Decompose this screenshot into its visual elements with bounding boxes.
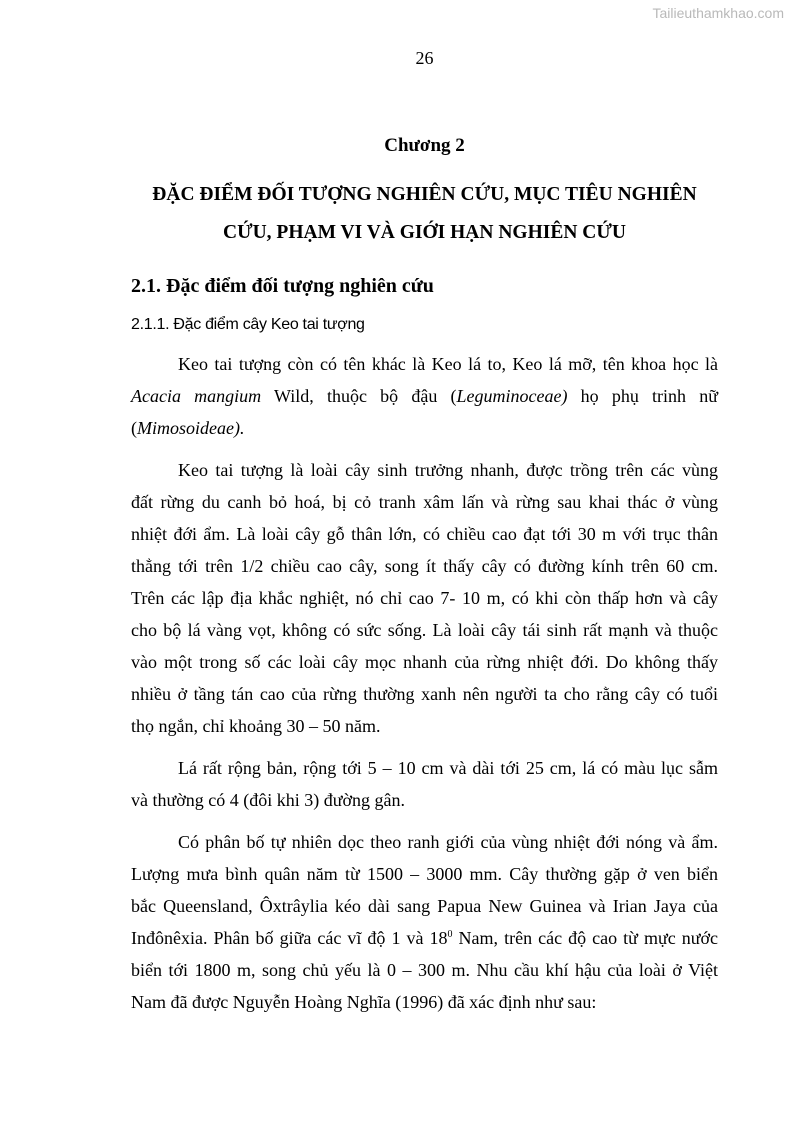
- text: Inđônêxia. Phân bố giữa các vĩ độ 1 và 18: [131, 928, 448, 948]
- text-line: [131, 582, 718, 614]
- text: đất rừng du canh bỏ hoá, bị cỏ tranh xâm lấn và rừng sau khai thác ở vùng: [131, 492, 718, 512]
- text: Lá rất rộng bản, rộng tới 5 – 10 cm và dài tới 25 cm, lá có màu lục sẫm: [178, 758, 718, 778]
- text: nhiệt đới ẩm. Là loài cây gỗ thân lớn, có chiều cao đạt tới 30 m với trục thân: [131, 524, 718, 544]
- text: Có phân bố tự nhiên dọc theo ranh giới của vùng nhiệt đới nóng và ẩm.: [178, 832, 718, 852]
- text-line: [131, 922, 718, 954]
- text-line: [131, 454, 718, 486]
- text-line: [131, 986, 718, 1018]
- subsection-heading: 2.1.1. Đặc điểm cây Keo tai tượng: [131, 316, 365, 333]
- text: họ phụ trinh nữ: [567, 386, 718, 406]
- text: (: [131, 418, 137, 438]
- text: Nam, trên các độ cao từ mực nước: [452, 928, 718, 948]
- text-line: [131, 348, 718, 380]
- chapter-title-line: CỨU, PHẠM VI VÀ GIỚI HẠN NGHIÊN CỨU: [222, 222, 626, 243]
- text-line: [131, 646, 718, 678]
- italic-text: Acacia mangium: [131, 386, 262, 406]
- text-line: [131, 858, 718, 890]
- superscript: 0: [447, 929, 453, 940]
- text: thọ ngắn, chỉ khoảng 30 – 50 năm.: [131, 716, 381, 736]
- text: Wild, thuộc bộ đậu (: [261, 386, 457, 406]
- paragraph: [131, 454, 718, 742]
- text: cho bộ lá vàng vọt, không có sức sống. Là loài cây tái sinh rất mạnh và thuộc: [131, 620, 718, 640]
- text: bắc Queensland, Ôxtrâylia kéo dài sang Papua New Guinea và Irian Jaya của: [131, 896, 718, 916]
- paragraph: [131, 752, 718, 816]
- text: biển tới 1800 m, song chủ yếu là 0 – 300 m. Nhu cầu khí hậu của loài ở Việt: [131, 960, 718, 980]
- chapter-title-line: ĐẶC ĐIỂM ĐỐI TƯỢNG NGHIÊN CỨU, MỤC TIÊU NGHIÊN: [152, 184, 697, 205]
- text-line: [131, 752, 718, 784]
- italic-text: Leguminoceae): [456, 386, 568, 406]
- chapter-heading: Chương 2: [384, 135, 465, 156]
- watermark: Tailieuthamkhao.com: [652, 5, 784, 21]
- text-line: [131, 784, 718, 816]
- paragraph: [131, 826, 718, 1018]
- text-line: [131, 954, 718, 986]
- text-line: [131, 486, 718, 518]
- text-line: [131, 380, 718, 412]
- text-line: [131, 826, 718, 858]
- text: thẳng tới trên 1/2 chiều cao cây, song ít thấy cây có đường kính trên 60 cm.: [131, 556, 718, 576]
- text: nhiều ở tầng tán cao của rừng thường xanh nên người ta cho rằng cây có tuổi: [131, 684, 718, 704]
- text: Lượng mưa bình quân năm từ 1500 – 3000 mm. Cây thường gặp ở ven biển: [131, 864, 718, 884]
- italic-text: Mimosoideae).: [137, 418, 245, 438]
- section-heading: 2.1. Đặc điểm đối tượng nghiên cứu: [131, 275, 434, 297]
- text: và thường có 4 (đôi khi 3) đường gân.: [131, 790, 406, 810]
- text-line: [131, 412, 718, 444]
- page-number: 26: [415, 48, 434, 68]
- chapter-title: [120, 176, 729, 252]
- text-line: [131, 710, 718, 742]
- text: Keo tai tượng còn có tên khác là Keo lá to, Keo lá mỡ, tên khoa học là: [178, 354, 718, 374]
- paragraph: [131, 348, 718, 444]
- text-line: [131, 614, 718, 646]
- text-line: [131, 518, 718, 550]
- text-line: [131, 678, 718, 710]
- text: Keo tai tượng là loài cây sinh trưởng nhanh, được trồng trên các vùng: [178, 460, 718, 480]
- text-line: [131, 890, 718, 922]
- text: vào một trong số các loài cây mọc nhanh của rừng nhiệt đới. Do không thấy: [131, 652, 718, 672]
- text: Nam đã được Nguyễn Hoàng Nghĩa (1996) đã xác định như sau:: [131, 992, 597, 1012]
- text-line: [131, 550, 718, 582]
- text: Trên các lập địa khắc nghiệt, nó chỉ cao 7- 10 m, có khi còn thấp hơn và cây: [131, 588, 718, 608]
